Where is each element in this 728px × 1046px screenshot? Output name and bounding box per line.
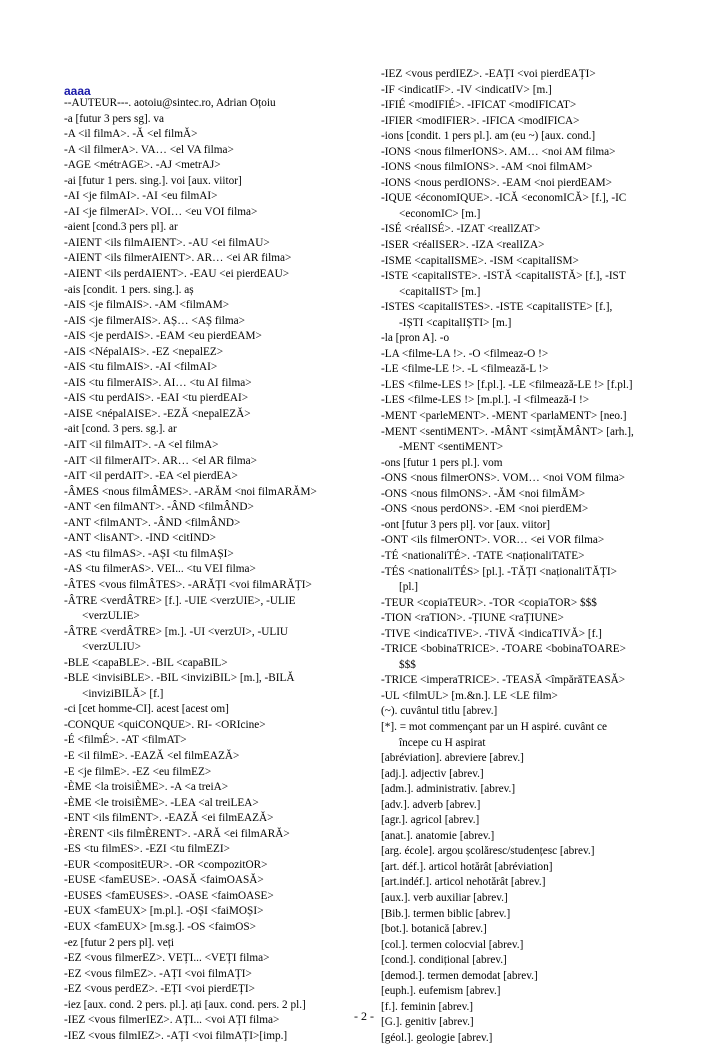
dictionary-entry: [*]. = mot commençant par un H aspiré. cuvânt ce [381, 720, 607, 733]
dictionary-entry: -ÂTES <vous filmÂTES>. -ARĂȚI <voi filmARĂȚI> [64, 578, 312, 591]
dictionary-entry: -ISME <capitalISME>. -ISM <capitalISM> [381, 254, 579, 267]
dictionary-entry: [bot.]. botanică [abrev.] [381, 923, 487, 936]
dictionary-entry: -ONT <ils filmerONT>. VOR… <ei VOR filma> [381, 534, 605, 547]
dictionary-entry: -la [pron A]. -o [381, 332, 450, 345]
entry-continuation: <inviziBILĂ> [f.] [82, 687, 164, 700]
dictionary-entry: -IONS <nous filmIONS>. -AM <noi filmAM> [381, 161, 593, 174]
dictionary-entry: -CONQUE <quiCONQUE>. RI- <ORIcine> [64, 718, 266, 731]
dictionary-entry: -ENT <ils filmENT>. -EAZĂ <ei filmEAZĂ> [64, 812, 274, 825]
dictionary-entry: [arg. école]. argou școlăresc/studențesc [abrev.] [381, 845, 595, 858]
dictionary-entry: -BLE <invisiBLE>. -BIL <inviziBIL> [m.], -BILĂ [64, 672, 295, 685]
dictionary-entry: -ÈME <le troisiÈME>. -LEA <al treiLEA> [64, 796, 259, 809]
dictionary-entry: -EZ <vous perdEZ>. -EȚI <voi pierdEȚI> [64, 983, 255, 996]
left-column-lines [64, 96, 317, 1044]
dictionary-entry: -E <il filmE>. -EAZĂ <el filmEAZĂ> [64, 749, 240, 762]
dictionary-entry: -TION <raTION>. -ȚIUNE <raȚIUNE> [381, 612, 564, 625]
dictionary-entry: [G.]. genitiv [abrev.] [381, 1016, 474, 1029]
right-column-lines [381, 67, 634, 1046]
dictionary-entry: -AISE <népalAISE>. -EZĂ <nepalEZĂ> [64, 407, 251, 420]
dictionary-entry: -TÉ <nationaliTÉ>. -TATE <naționaliTATE> [381, 549, 585, 562]
dictionary-entry: -AIS <tu filmAIS>. -AI <filmAI> [64, 361, 218, 374]
dictionary-entry: -AIS <NépalAIS>. -EZ <nepalEZ> [64, 345, 224, 358]
dictionary-entry: [abréviation]. abreviere [abrev.] [381, 752, 524, 765]
dictionary-entry: -a [futur 3 pers sg]. va [64, 112, 164, 125]
dictionary-entry: -AIENT <ils perdAIENT>. -EAU <ei pierdEAU> [64, 268, 290, 281]
dictionary-entry: -ons [futur 1 pers pl.]. vom [381, 456, 503, 469]
dictionary-entry: -EUR <compositEUR>. -OR <compozitOR> [64, 858, 268, 871]
dictionary-entry: [adj.]. adjectiv [abrev.] [381, 767, 484, 780]
dictionary-entry: [géol.]. geologie [abrev.] [381, 1031, 493, 1044]
dictionary-entry: -AIENT <ils filmAIENT>. -AU <ei filmAU> [64, 236, 270, 249]
dictionary-entry: -aient [cond.3 pers pl]. ar [64, 221, 178, 234]
dictionary-entry: [demod.]. termen demodat [abrev.] [381, 969, 538, 982]
dictionary-entry: -É <filmÉ>. -AT <filmAT> [64, 734, 187, 747]
dictionary-entry: -AIENT <ils filmerAIENT>. AR… <ei AR filma> [64, 252, 292, 265]
dictionary-entry: -ISTES <capitalISTES>. -ISTE <capitalISTE> [f.], [381, 301, 613, 314]
dictionary-entry: -IFIÉ <modIFIÉ>. -IFICAT <modIFICAT> [381, 99, 577, 112]
dictionary-entry: -EUX <famEUX> [m.pl.]. -OȘI <faiMOȘI> [64, 905, 264, 918]
dictionary-entry: [adv.]. adverb [abrev.] [381, 798, 481, 811]
dictionary-entry: -TRICE <bobinaTRICE>. -TOARE <bobinaTOARE> [381, 643, 626, 656]
dictionary-entry: -AI <je filmerAI>. VOI… <eu VOI filma> [64, 205, 258, 218]
section-header: aaaa [64, 84, 91, 98]
entry-continuation: <verzULIE> [82, 610, 140, 623]
dictionary-entry: -AIS <je filmerAIS>. AȘ… <AȘ filma> [64, 314, 245, 327]
dictionary-entry: [Bib.]. termen biblic [abrev.] [381, 907, 511, 920]
dictionary-entry: -ci [cet homme-CI]. acest [acest om] [64, 703, 229, 716]
dictionary-entry: -ions [condit. 1 pers pl.]. am (eu ~) [aux. cond.] [381, 130, 596, 143]
dictionary-entry: -ISER <réalISER>. -IZA <realIZA> [381, 239, 545, 252]
dictionary-entry: -AIT <il perdAIT>. -EA <el pierdEA> [64, 470, 238, 483]
dictionary-entry: -ISÉ <réalISÉ>. -IZAT <reallZAT> [381, 223, 541, 236]
dictionary-entry: -ES <tu filmES>. -EZI <tu filmEZI> [64, 843, 230, 856]
dictionary-entry: [agr.]. agricol [abrev.] [381, 814, 480, 827]
dictionary-entry: -AIS <tu filmerAIS>. AI… <tu AI filma> [64, 376, 252, 389]
dictionary-entry: -ÂTRE <verdÂTRE> [m.]. -UI <verzUI>, -ULIU [64, 625, 289, 638]
entry-continuation: -IȘTI <capitalIȘTI> [m.] [399, 316, 512, 329]
entry-continuation: [pl.] [399, 581, 419, 594]
dictionary-entry: -EZ <vous filmerEZ>. VEȚI... <VEȚI filma> [64, 952, 270, 965]
dictionary-entry: [f.]. feminin [abrev.] [381, 1000, 474, 1013]
dictionary-entry: [cond.]. condițional [abrev.] [381, 954, 507, 967]
dictionary-entry: -ÂTRE <verdÂTRE> [f.]. -UIE <verzUIE>, -ULIE [64, 594, 296, 607]
dictionary-entry: -AIS <je filmAIS>. -AM <filmAM> [64, 299, 230, 312]
dictionary-entry: -AIT <il filmerAIT>. AR… <el AR filma> [64, 454, 257, 467]
dictionary-entry: -ONS <nous perdONS>. -EM <noi pierdEM> [381, 503, 589, 516]
dictionary-entry: [euph.]. eufemism [abrev.] [381, 985, 501, 998]
page-number: - 2 - [354, 1009, 374, 1023]
dictionary-entry: -AS <tu filmAS>. -AȘI <tu filmAȘI> [64, 547, 234, 560]
dictionary-entry: -IEZ <vous perdIEZ>. -EAȚI <voi pierdEAȚI> [381, 68, 596, 80]
dictionary-entry: -ont [futur 3 pers pl]. vor [aux. viitor] [381, 518, 551, 531]
dictionary-entry: -AIS <tu perdAIS>. -EAI <tu pierdEAI> [64, 392, 249, 405]
dictionary-entry: -EUSE <famEUSE>. -OASĂ <faimOASĂ> [64, 874, 264, 887]
dictionary-entry: -ai [futur 1 pers. sing.]. voi [aux. viitor] [64, 174, 242, 187]
dictionary-entry: -ais [condit. 1 pers. sing.]. aș [64, 283, 194, 296]
dictionary-entry: -ait [cond. 3 pers. sg.]. ar [64, 423, 177, 436]
dictionary-entry: (~). cuvântul titlu [abrev.] [381, 705, 498, 718]
dictionary-entry: -ISTE <capitalISTE>. -ISTĂ <capitalISTĂ> [f.], -IST [381, 270, 626, 283]
dictionary-entry: -ANT <lisANT>. -IND <citIND> [64, 532, 217, 545]
dictionary-entry: -ÂMES <nous filmÂMES>. -ARĂM <noi filmARĂM> [64, 485, 317, 498]
dictionary-entry: [col.]. termen colocvial [abrev.] [381, 938, 524, 951]
entry-continuation: $$$ [399, 658, 416, 671]
dictionary-entry: [anat.]. anatomie [abrev.] [381, 829, 495, 842]
dictionary-entry: [art.indéf.]. articol nehotărât [abrev.] [381, 876, 546, 889]
dictionary-entry: -LA <filme-LA !>. -O <filmeaz-O !> [381, 347, 549, 360]
dictionary-entry: -IONS <nous filmerIONS>. AM… <noi AM filma> [381, 145, 616, 158]
dictionary-entry: -UL <filmUL> [m.&n.]. LE <LE film> [381, 689, 558, 702]
dictionary-entry: --AUTEUR---. aotoiu@sintec.ro, Adrian Oțoiu [64, 97, 276, 109]
dictionary-entry: -TEUR <copiaTEUR>. -TOR <copiaTOR> $$$ [381, 596, 597, 609]
dictionary-entry: -ÈME <la troisiÈME>. -A <a treiA> [64, 781, 229, 794]
entry-continuation: <economIC> [m.] [399, 207, 481, 220]
dictionary-entry: -IF <indicatIF>. -IV <indicatIV> [m.] [381, 83, 552, 96]
dictionary-entry: -ANT <en filmANT>. -ÂND <filmÂND> [64, 501, 254, 514]
dictionary-entry: -AIT <il filmAIT>. -A <el filmA> [64, 439, 219, 452]
dictionary-entry: -ONS <nous filmerONS>. VOM… <noi VOM filma> [381, 472, 626, 485]
dictionary-entry: -LES <filme-LES !> [m.pl.]. -I <filmează-I !> [381, 394, 590, 407]
dictionary-entry: -ÈRENT <ils filmÈRENT>. -ARĂ <ei filmARĂ> [64, 827, 290, 840]
entry-continuation: -MENT <sentiMENT> [399, 441, 504, 454]
entry-continuation: <verzULIU> [82, 641, 141, 654]
dictionary-entry: -TIVE <indicaTIVE>. -TIVĂ <indicaTIVĂ> [f.] [381, 627, 602, 640]
dictionary-entry: -A <il filmerA>. VA… <el VA filma> [64, 143, 234, 156]
dictionary-entry: -TRICE <imperaTRICE>. -TEASĂ <împărăTEASĂ> [381, 674, 626, 687]
dictionary-entry: -MENT <sentiMENT>. -MÂNT <simțĂMÂNT> [arh.], [381, 425, 634, 438]
dictionary-entry: -EUSES <famEUSES>. -OASE <faimOASE> [64, 889, 274, 902]
dictionary-entry: -LES <filme-LES !> [f.pl.]. -LE <filmează-LE !> [f.pl.] [381, 378, 633, 391]
dictionary-entry: -TÉS <nationaliTÉS> [pl.]. -TĂȚI <naționaliTĂȚI> [381, 565, 617, 578]
dictionary-entry: -MENT <parleMENT>. -MENT <parlaMENT> [neo.] [381, 410, 627, 423]
dictionary-entry: -IONS <nous perdIONS>. -EAM <noi pierdEAM> [381, 176, 612, 189]
dictionary-entry: -BLE <capaBLE>. -BIL <capaBIL> [64, 656, 228, 669]
dictionary-entry: -EZ <vous filmEZ>. -AȚI <voi filmAȚI> [64, 967, 252, 980]
dictionary-entry: -EUX <famEUX> [m.sg.]. -OS <faimOS> [64, 920, 256, 933]
dictionary-entry: -IEZ <vous filmIEZ>. -AȚI <voi filmAȚI>[imp.] [64, 1029, 288, 1042]
dictionary-entry: [adm.]. administrativ. [abrev.] [381, 783, 516, 796]
dictionary-entry: -IQUE <économIQUE>. -ICĂ <economICĂ> [f.], -IC [381, 192, 627, 205]
dictionary-entry: -AS <tu filmerAS>. VEI... <tu VEI filma> [64, 563, 256, 576]
dictionary-entry: -ez [futur 2 pers pl]. veți [64, 936, 174, 949]
dictionary-entry: -AGE <métrAGE>. -AJ <metrAJ> [64, 159, 221, 172]
dictionary-entry: -E <je filmE>. -EZ <eu filmEZ> [64, 765, 212, 778]
entry-continuation: începe cu H aspirat [399, 736, 486, 749]
dictionary-entry: -AI <je filmAI>. -AI <eu filmAI> [64, 190, 218, 203]
dictionary-entry: -iez [aux. cond. 2 pers. pl.]. ați [aux. cond. pers. 2 pl.] [64, 998, 306, 1011]
dictionary-entry: -AIS <je perdAIS>. -EAM <eu pierdEAM> [64, 330, 262, 343]
dictionary-entry: -IFIER <modIFIER>. -IFICA <modIFICA> [381, 114, 580, 127]
dictionary-entry: [aux.]. verb auxiliar [abrev.] [381, 891, 508, 904]
dictionary-entry: [art. déf.]. articol hotărât [abréviation] [381, 860, 553, 873]
dictionary-entry: -ONS <nous filmONS>. -ĂM <noi filmĂM> [381, 487, 586, 500]
dictionary-entry: -A <il filmA>. -Ă <el filmĂ> [64, 128, 198, 141]
dictionary-entry: -LE <filme-LE !>. -L <filmează-L !> [381, 363, 549, 376]
entry-continuation: <capitalIST> [m.] [399, 285, 481, 298]
dictionary-entry: -ANT <filmANT>. -ÂND <filmÂND> [64, 516, 241, 529]
dictionary-entry: -IEZ <vous filmerIEZ>. AȚI... <voi AȚI filma> [64, 1014, 280, 1027]
